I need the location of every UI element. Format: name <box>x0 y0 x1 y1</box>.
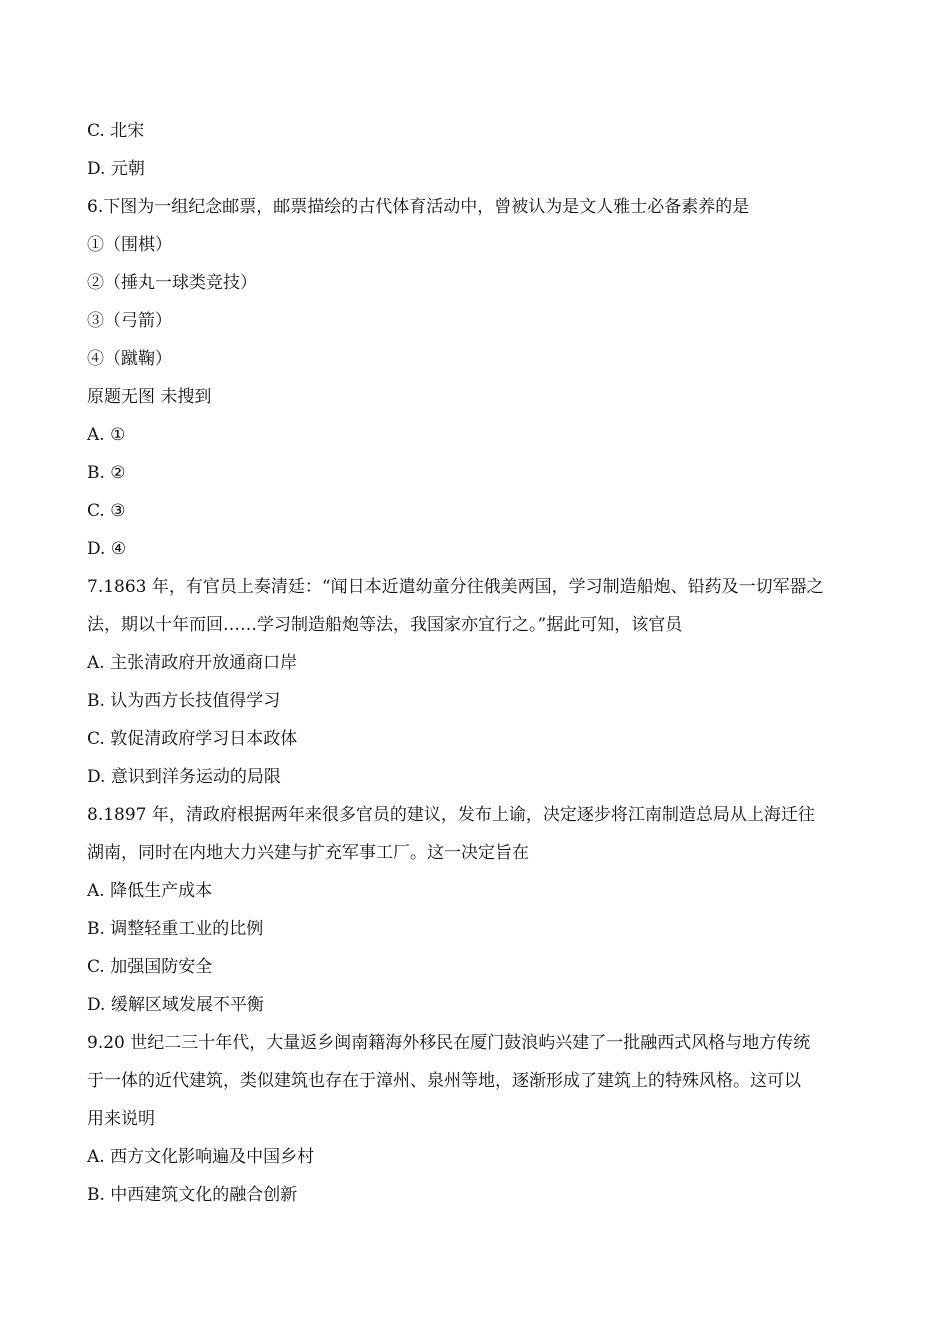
q7-option-c: C. 敦促清政府学习日本政体 <box>87 729 298 749</box>
q7-stem-line-2: 法，期以十年而回……学习制造船炮等法，我国家亦宜行之。”据此可知，该官员 <box>87 615 683 635</box>
q8-stem-line-1: 8.1897 年，清政府根据两年来很多官员的建议，发布上谕，决定逐步将江南制造总局从上海迁往 <box>87 805 815 825</box>
q9-stem-line-3: 用来说明 <box>87 1109 155 1129</box>
q9-stem-line-1: 9.20 世纪二三十年代，大量返乡闽南籍海外移民在厦门鼓浪屿兴建了一批融西式风格与地方传统 <box>87 1033 811 1053</box>
q8-option-b: B. 调整轻重工业的比例 <box>87 919 264 939</box>
q7-option-b: B. 认为西方长技值得学习 <box>87 691 281 711</box>
q7-option-a: A. 主张清政府开放通商口岸 <box>87 653 298 673</box>
q9-option-a: A. 西方文化影响遍及中国乡村 <box>87 1147 315 1167</box>
q6-note: 原题无图 未搜到 <box>87 387 212 407</box>
q7-option-d: D. 意识到洋务运动的局限 <box>87 767 281 787</box>
q7-stem-line-1: 7.1863 年，有官员上奏清廷：“闻日本近遣幼童分往俄美两国，学习制造船炮、铅药及一切军器之 <box>87 577 824 597</box>
q9-stem-line-2: 于一体的近代建筑，类似建筑也存在于漳州、泉州等地，逐渐形成了建筑上的特殊风格。这可以 <box>87 1071 801 1091</box>
q6-option-a: A. ① <box>87 425 126 445</box>
q6-item-2: ②（捶丸一球类竞技） <box>87 273 257 293</box>
q6-option-b: B. ② <box>87 463 126 483</box>
q9-option-b: B. 中西建筑文化的融合创新 <box>87 1185 298 1205</box>
q8-option-d: D. 缓解区域发展不平衡 <box>87 995 264 1015</box>
q8-option-a: A. 降低生产成本 <box>87 881 213 901</box>
q6-item-1: ①（围棋） <box>87 235 172 255</box>
q6-option-d: D. ④ <box>87 539 127 559</box>
q6-item-3: ③（弓箭） <box>87 311 172 331</box>
q5-option-d: D. 元朝 <box>87 159 145 179</box>
q6-item-4: ④（蹴鞠） <box>87 349 172 369</box>
q6-option-c: C. ③ <box>87 501 126 521</box>
q6-stem: 6.下图为一组纪念邮票，邮票描绘的古代体育活动中，曾被认为是文人雅士必备素养的是 <box>87 197 750 217</box>
q5-option-c: C. 北宋 <box>87 121 145 141</box>
q8-stem-line-2: 湖南，同时在内地大力兴建与扩充军事工厂。这一决定旨在 <box>87 843 529 863</box>
q8-option-c: C. 加强国防安全 <box>87 957 213 977</box>
document-page <box>87 112 867 1214</box>
